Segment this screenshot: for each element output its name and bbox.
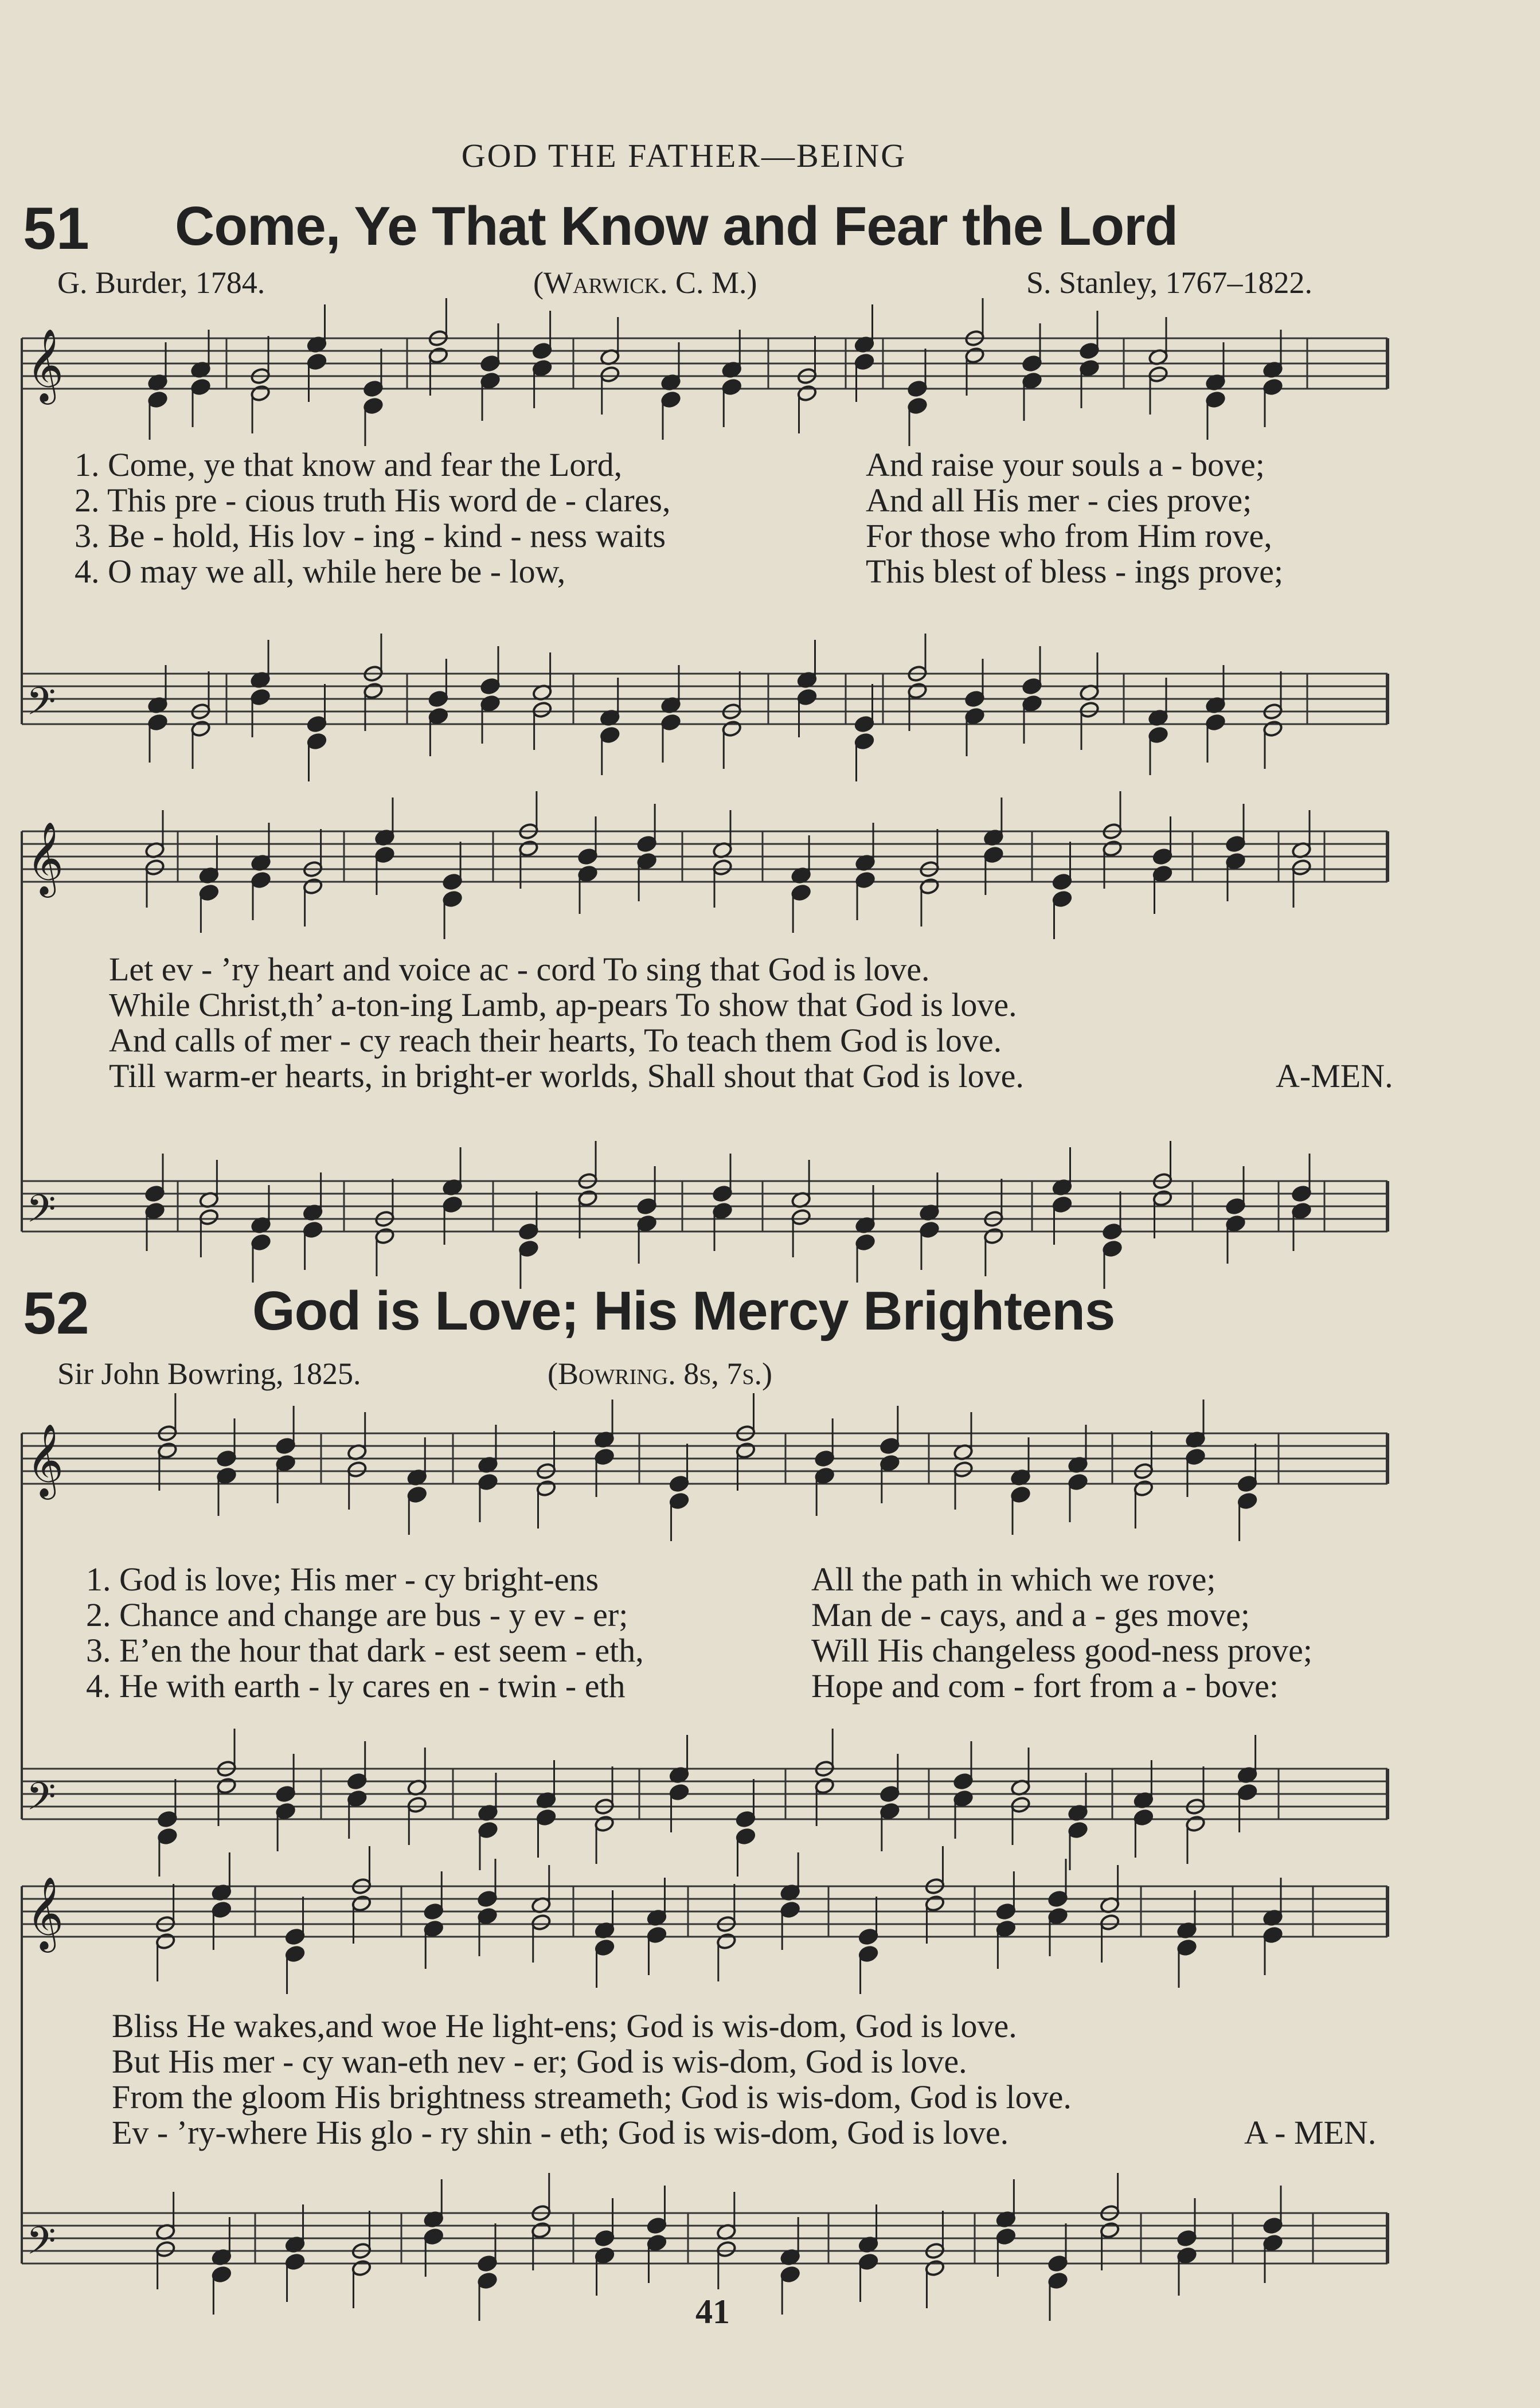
bass-clef-icon: 𝄢: [26, 1774, 56, 1828]
hymn-51-title: Come, Ye That Know and Fear the Lord: [175, 196, 1178, 257]
section-header: GOD THE FATHER—BEING: [461, 137, 907, 174]
lyric-line: Hope and com - fort from a - bove:: [811, 1667, 1279, 1705]
lyric-line: 4. He with earth - ly cares en - twin - eth: [86, 1667, 626, 1705]
bass-clef-icon: 𝄢: [26, 1187, 56, 1240]
hymn-51-number: 51: [23, 196, 89, 262]
lyric-line: Bliss He wakes,and woe He light-ens; God is wis-dom, God is love.: [112, 2007, 1017, 2045]
hymn-52-number: 52: [23, 1280, 89, 1347]
lyric-line: Ev - ’ry-where His glo - ry shin - eth; God is wis-dom, God is love.: [112, 2114, 1009, 2151]
lyric-line: While Christ,th’ a-ton-ing Lamb, ap-pears To show that God is love.: [109, 986, 1017, 1023]
treble-clef-icon: 𝄞: [26, 1423, 64, 1496]
page-number: 41: [695, 2293, 730, 2331]
lyric-line: 4. O may we all, while here be - low,: [75, 553, 566, 590]
lyric-line: But His mer - cy wan-eth nev - er; God is wis-dom, God is love.: [112, 2043, 967, 2080]
bass-clef-icon: 𝄢: [26, 679, 56, 733]
lyric-line: For those who from Him rove,: [866, 517, 1272, 554]
lyric-line: 1. Come, ye that know and fear the Lord,: [75, 446, 623, 483]
hymn-52-author: Sir John Bowring, 1825.: [57, 1357, 361, 1391]
lyric-line: Will His changeless good-ness prove;: [811, 1632, 1312, 1669]
lyric-line: Let ev - ’ry heart and voice ac - cord To sing that God is love.: [109, 951, 930, 988]
lyric-line: 3. Be - hold, His lov - ing - kind - ness waits: [75, 517, 666, 554]
lyric-line: And calls of mer - cy reach their hearts, To teach them God is love.: [109, 1022, 1002, 1059]
lyric-line: All the path in which we rove;: [811, 1561, 1216, 1598]
treble-clef-icon: 𝄞: [26, 821, 64, 894]
lyric-line: Till warm-er hearts, in bright-er worlds, Shall shout that God is love.: [109, 1057, 1024, 1094]
hymn-52-amen: A - MEN.: [1244, 2114, 1377, 2151]
bass-clef-icon: 𝄢: [26, 2219, 56, 2272]
hymn-51-amen: A-MEN.: [1276, 1057, 1393, 1094]
treble-clef-icon: 𝄞: [26, 328, 64, 401]
lyric-line: Man de - cays, and a - ges move;: [811, 1596, 1250, 1633]
lyric-line: And raise your souls a - bove;: [866, 446, 1265, 483]
hymn-51-tune: (Warwick. C. M.): [533, 265, 757, 300]
lyric-line: 2. This pre - cious truth His word de - clares,: [75, 482, 671, 519]
hymn-52-tune: (Bowring. 8s, 7s.): [548, 1357, 772, 1391]
lyric-line: From the gloom His brightness streameth; God is wis-dom, God is love.: [112, 2078, 1072, 2116]
hymn-51-composer: S. Stanley, 1767–1822.: [1026, 265, 1312, 300]
hymn-52-title: God is Love; His Mercy Brightens: [252, 1280, 1115, 1342]
lyric-line: 1. God is love; His mer - cy bright-ens: [86, 1561, 599, 1598]
lyric-line: This blest of bless - ings prove;: [866, 553, 1284, 590]
lyric-line: And all His mer - cies prove;: [866, 482, 1252, 519]
lyric-line: 3. E’en the hour that dark - est seem - eth,: [86, 1632, 644, 1669]
treble-clef-icon: 𝄞: [26, 1876, 64, 1949]
hymn-51-author: G. Burder, 1784.: [57, 265, 265, 300]
lyric-line: 2. Chance and change are bus - y ev - er;: [86, 1596, 628, 1633]
